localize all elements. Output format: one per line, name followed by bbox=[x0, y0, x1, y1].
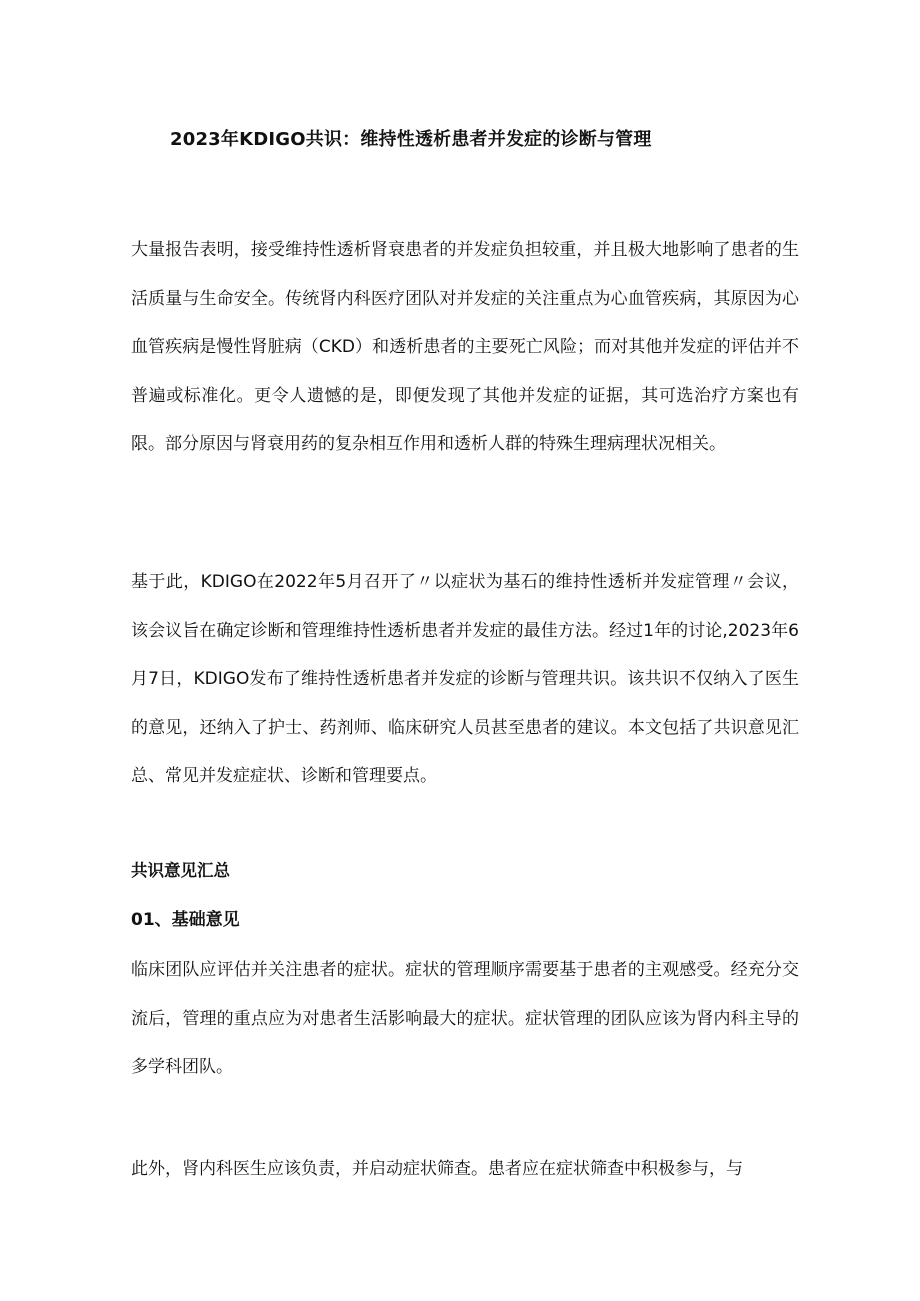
document-title: 2023年KDIGO共识：维持性透析患者并发症的诊断与管理 bbox=[170, 129, 652, 150]
subsection-heading-basic: 01、基础意见 bbox=[131, 910, 240, 930]
section-heading-summary: 共识意见汇总 bbox=[131, 861, 230, 880]
intro-paragraph: 大量报告表明，接受维持性透析肾衰患者的并发症负担较重，并且极大地影响了患者的生活质量与生命安全。传统肾内科医疗团队对并发症的关注重点为心血管疾病，其原因为心血管疾病是慢性肾脏病（CKD）和透析患者的主要死亡风险；而对其他并发症的评估并不普遍或标准化。更令人遗憾的是，即便发现了其他并发症的证据，其可选治疗方案也有限。部分原因与肾衰用药的复杂相互作用和透析人群的特殊生理病理状况相关。 bbox=[131, 240, 799, 454]
screening-paragraph: 此外，肾内科医生应该负责，并启动症状筛查。患者应在症状筛查中积极参与，与 bbox=[131, 1159, 743, 1179]
basic-opinion-paragraph: 临床团队应评估并关注患者的症状。症状的管理顺序需要基于患者的主观感受。经充分交流后，管理的重点应为对患者生活影响最大的症状。症状管理的团队应该为肾内科主导的多学科团队。 bbox=[131, 960, 799, 1077]
background-paragraph: 基于此，KDIGO在2022年5月召开了〃以症状为基石的维持性透析并发症管理〃会议，该会议旨在确定诊断和管理维持性透析患者并发症的最佳方法。经过1年的讨论,2023年6月7日，KDIGO发布了维持性透析患者并发症的诊断与管理共识。该共识不仅纳入了医生的意见，还纳入了护士、药剂师、临床研究人员甚至患者的建议。本文包括了共识意见汇总、常见并发症症状、诊断和管理要点。 bbox=[131, 572, 799, 786]
